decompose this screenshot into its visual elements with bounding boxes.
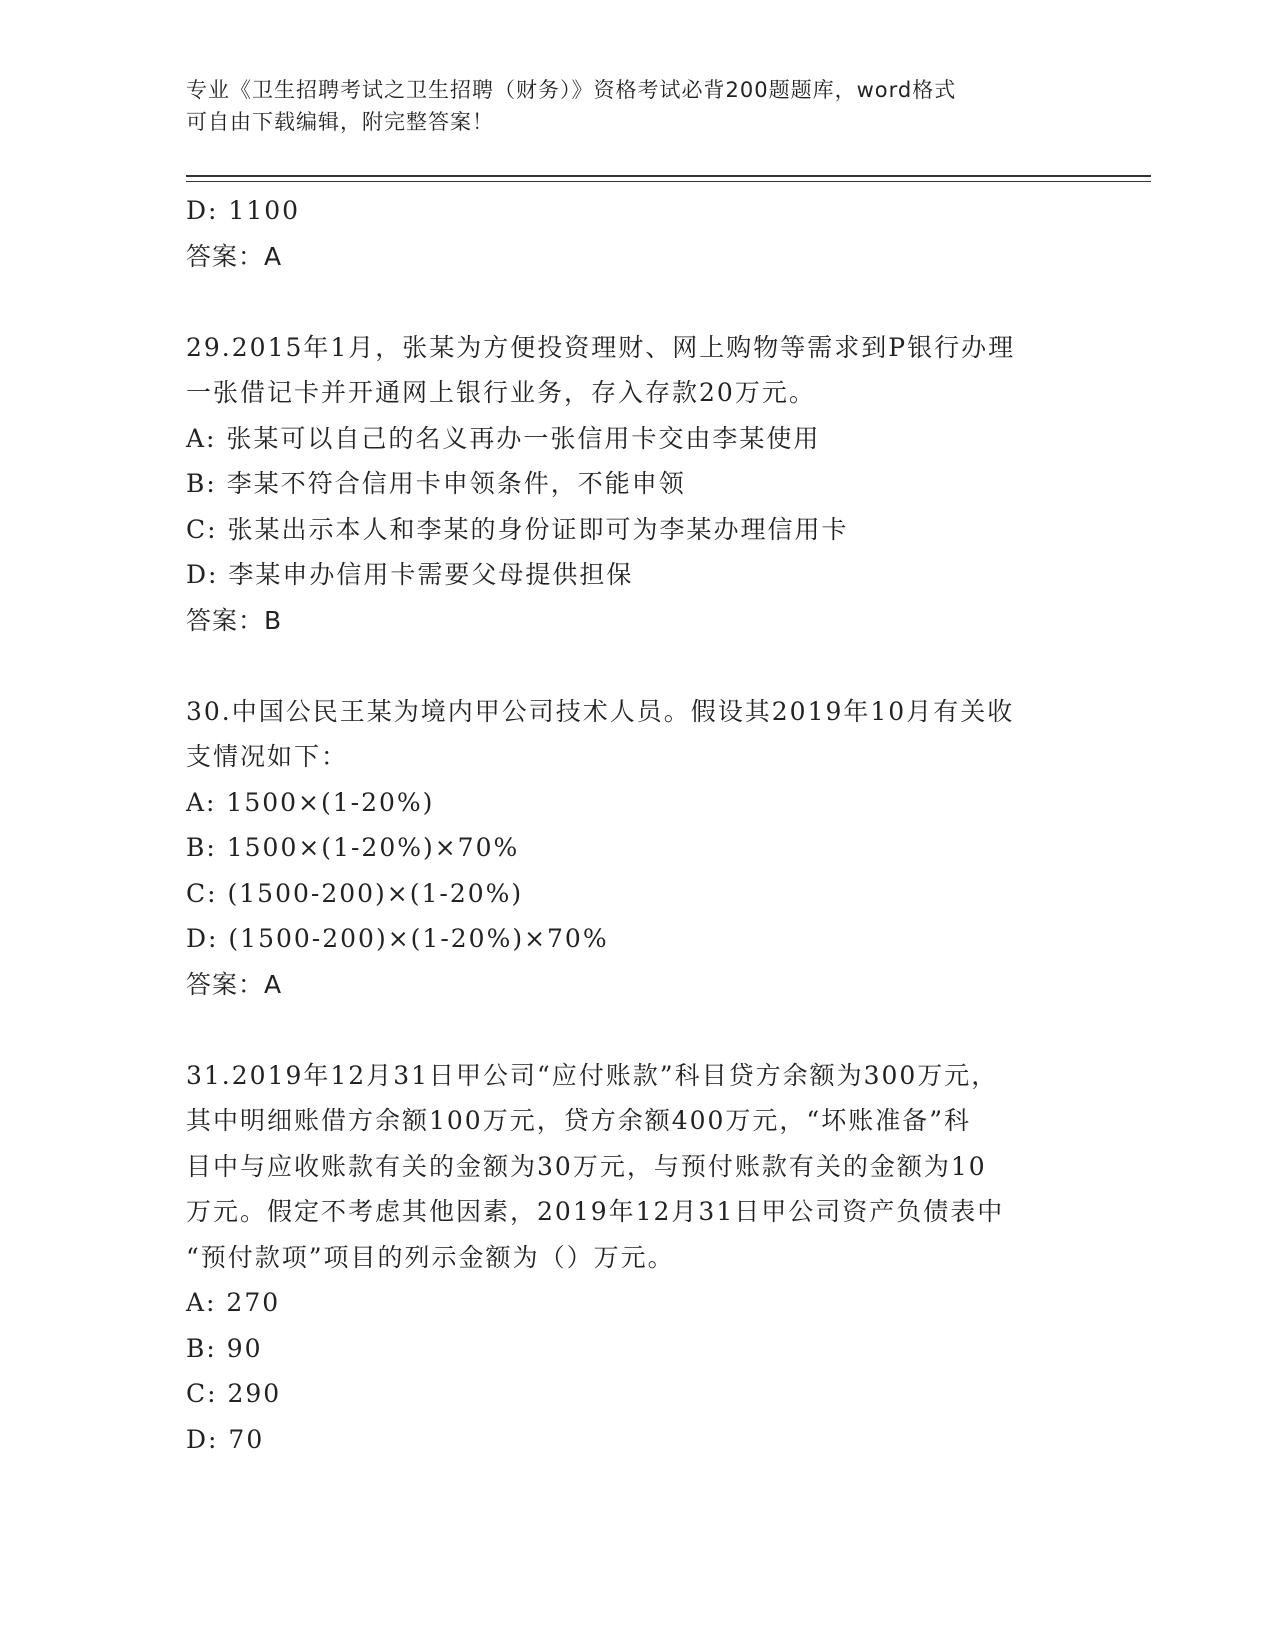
header-divider-thin [186, 181, 1151, 182]
option-c: C: (1500-200)×(1-20%) [186, 878, 524, 908]
option-a: A: 1500×(1-20%) [186, 787, 435, 817]
option-d: D: 70 [186, 1424, 265, 1454]
header-line-2: 可自由下载编辑，附完整答案！ [186, 110, 494, 134]
question-text-line: 支情况如下： [186, 742, 349, 771]
question-text-line: 30.中国公民王某为境内甲公司技术人员。假设其2019年10月有关收 [186, 696, 1015, 726]
option-c: C: 290 [186, 1379, 282, 1408]
question-31 [186, 1053, 1086, 1463]
spacer [186, 643, 1086, 689]
answer-line: 答案：B [186, 605, 283, 635]
option-b: B: 90 [186, 1333, 263, 1363]
spacer [186, 1007, 1086, 1053]
document-header [186, 74, 1066, 138]
previous-question-tail [186, 188, 1086, 279]
option-d: D: (1500-200)×(1-20%)×70% [186, 924, 609, 953]
question-text-line: 万元。假定不考虑其他因素，2019年12月31日甲公司资产负债表中 [186, 1197, 1005, 1226]
answer-line: 答案：A [186, 241, 283, 271]
question-text-line: 31.2019年12月31日甲公司“应付账款”科目贷方余额为300万元， [186, 1060, 999, 1090]
answer-line: 答案：A [186, 969, 283, 999]
question-30 [186, 689, 1086, 1008]
document-body [186, 188, 1086, 1462]
option-b: B: 1500×(1-20%)×70% [186, 833, 520, 862]
option-d: D: 1100 [186, 196, 301, 225]
option-a: A: 张某可以自己的名义再办一张信用卡交由李某使用 [186, 423, 821, 453]
question-text-line: 目中与应收账款有关的金额为30万元，与预付账款有关的金额为10 [186, 1151, 987, 1181]
question-text-line: 其中明细账借方余额100万元，贷方余额400万元，“坏账准备”科 [186, 1106, 971, 1135]
question-text-line: “预付款项”项目的列示金额为（）万元。 [186, 1242, 675, 1272]
question-29 [186, 325, 1086, 644]
option-b: B: 李某不符合信用卡申领条件，不能申领 [186, 469, 686, 498]
question-text-line: 一张借记卡并开通网上银行业务，存入存款20万元。 [186, 378, 816, 407]
option-d: D: 李某申办信用卡需要父母提供担保 [186, 560, 634, 589]
option-c: C: 张某出示本人和李某的身份证即可为李某办理信用卡 [186, 514, 849, 544]
spacer [186, 279, 1086, 325]
option-a: A: 270 [186, 1288, 281, 1317]
question-text-line: 29.2015年1月，张某为方便投资理财、网上购物等需求到P银行办理 [186, 332, 1016, 362]
header-line-1: 专业《卫生招聘考试之卫生招聘（财务）》资格考试必背200题题库，word格式 [186, 78, 957, 102]
header-divider-thick [186, 175, 1151, 177]
